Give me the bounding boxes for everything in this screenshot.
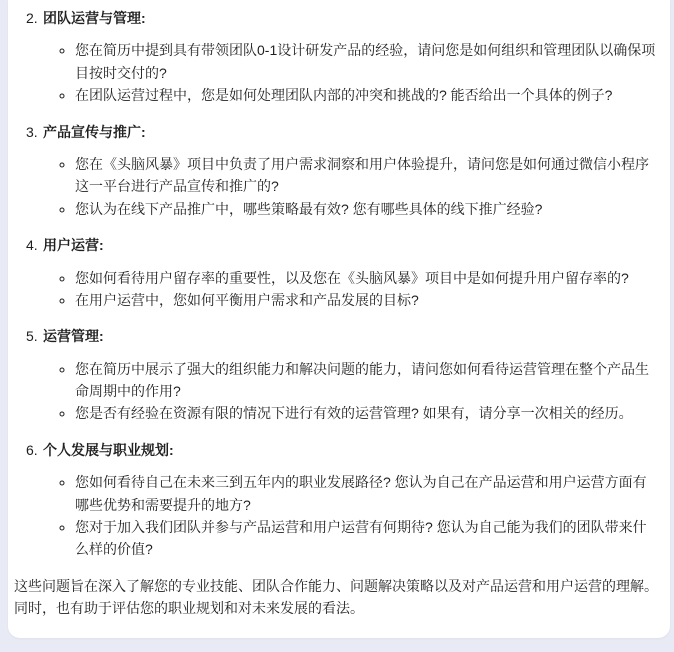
section-number: 3.: [26, 123, 38, 140]
question-item: ◦ 您在《头脑风暴》项目中负责了用户需求洞察和用户体验提升，请问您是如何通过微信小程序这一平台进行产品宣传和推广的?: [75, 153, 660, 198]
section-heading: [14, 121, 660, 143]
closing-paragraph: 这些问题旨在深入了解您的专业技能、团队合作能力、问题解决策略以及对产品运营和用户运营的理解。同时，也有助于评估您的职业规划和对未来发展的看法。: [14, 577, 658, 617]
section-title: 产品宣传与推广:: [43, 123, 146, 140]
question-list: [14, 267, 660, 312]
question-section-career-development: [14, 439, 660, 561]
message-card: [8, 0, 670, 638]
question-item: ◦ 您认为在线下产品推广中，哪些策略最有效? 您有哪些具体的线下推广经验?: [75, 198, 660, 220]
question-section-team-management: [14, 7, 660, 107]
question-item: ◦ 您是否有经验在资源有限的情况下进行有效的运营管理? 如果有，请分享一次相关的经历。: [75, 402, 660, 424]
section-number: 5.: [26, 328, 38, 345]
question-item: ◦ 您如何看待用户留存率的重要性，以及您在《头脑风暴》项目中是如何提升用户留存率的?: [75, 267, 660, 289]
question-list: [14, 39, 660, 106]
question-item: ◦ 在团队运营过程中，您是如何处理团队内部的冲突和挑战的? 能否给出一个具体的例子?: [75, 84, 660, 106]
question-section-operations-management: [14, 325, 660, 425]
section-heading: [14, 234, 660, 256]
question-list: [14, 358, 660, 425]
question-item: ◦ 在用户运营中，您如何平衡用户需求和产品发展的目标?: [75, 289, 660, 311]
question-item: ◦ 您如何看待自己在未来三到五年内的职业发展路径? 您认为自己在产品运营和用户运营方面有哪些优势和需要提升的地方?: [75, 471, 660, 516]
section-heading: [14, 439, 660, 461]
section-number: 4.: [26, 237, 38, 254]
section-title: 用户运营:: [43, 237, 104, 254]
section-heading: [14, 325, 660, 347]
question-item: ◦ 您在简历中提到具有带领团队0-1设计研发产品的经验，请问您是如何组织和管理团队以确保项目按时交付的?: [75, 39, 660, 84]
section-heading: [14, 7, 660, 29]
question-list: [14, 153, 660, 220]
section-title: 运营管理:: [43, 328, 104, 345]
section-number: 2.: [26, 10, 38, 26]
section-number: 6.: [26, 441, 38, 458]
question-section-product-promotion: [14, 121, 660, 221]
section-title: 团队运营与管理:: [43, 10, 146, 26]
section-title: 个人发展与职业规划:: [43, 441, 174, 458]
question-item: ◦ 您在简历中展示了强大的组织能力和解决问题的能力，请问您如何看待运营管理在整个产品生命周期中的作用?: [75, 358, 660, 403]
question-list: [14, 471, 660, 561]
question-item: ◦ 您对于加入我们团队并参与产品运营和用户运营有何期待? 您认为自己能为我们的团队带来什么样的价值?: [75, 516, 660, 561]
question-section-user-operations: [14, 234, 660, 311]
